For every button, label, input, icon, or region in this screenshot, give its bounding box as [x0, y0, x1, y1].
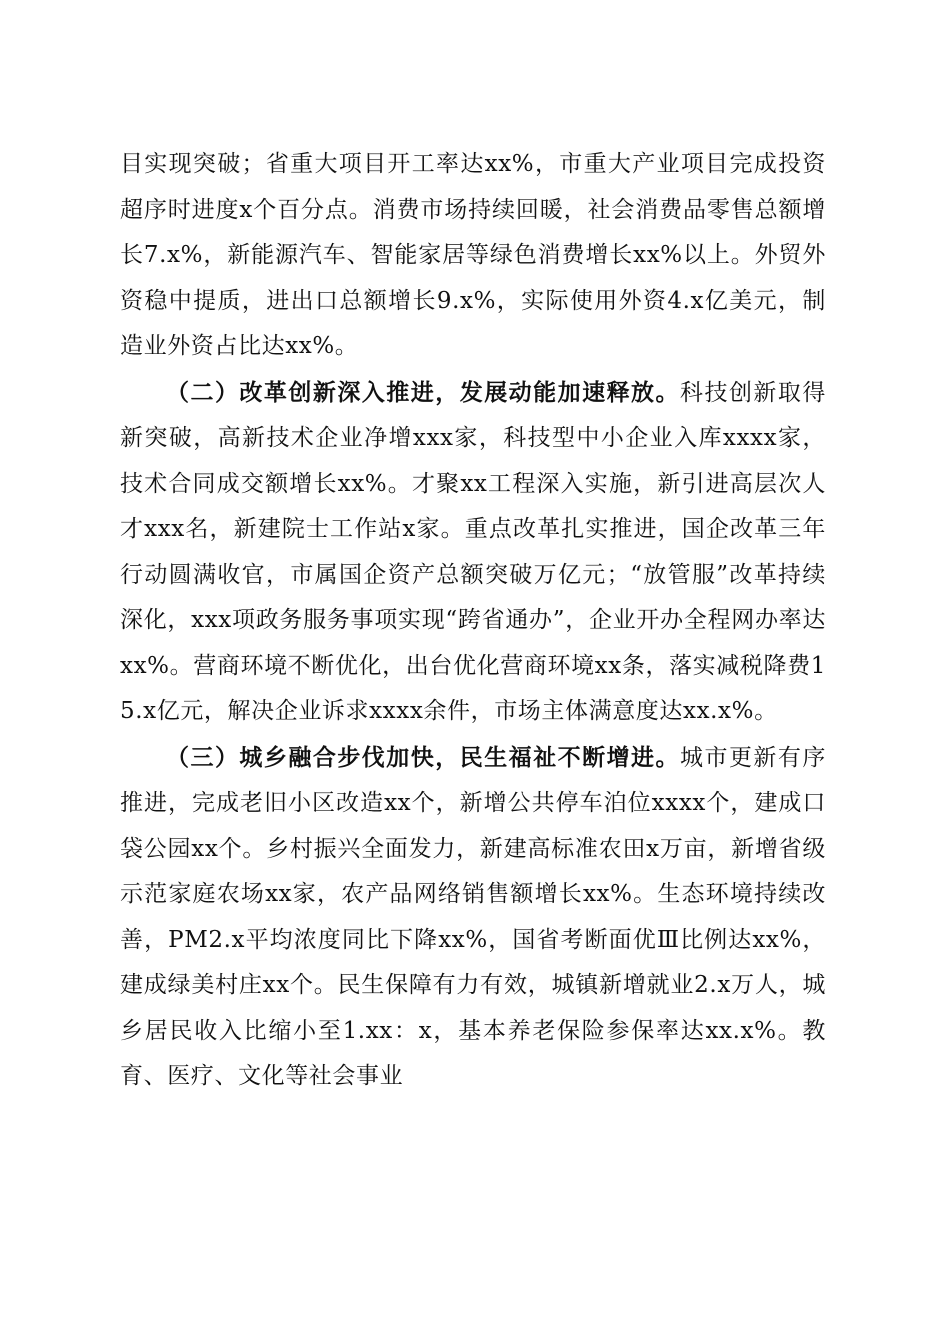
paragraph-text: 科技创新取得新突破，高新技术企业净增xxx家，科技型中小企业入库xxxx家，技术合同成交额增长xx%。才聚xx工程深入实施，新引进高层次人才xxx名，新建院士工作站x家。重点改革扎实推进，国企改革三年行动圆满收官，市属国企资产总额突破万亿元；“放管服”改革持续深化，xxx项政务服务事项实现“跨省通办”，企业开办全程网办率达xx%。营商环境不断优化，出台优化营商环境xx条，落实减税降费15.x亿元，解决企业诉求xxxx余件，市场主体满意度达xx.x%。 — [120, 379, 826, 724]
paragraph-continuation — [120, 142, 826, 370]
paragraph-heading: （二）改革创新深入推进，发展动能加速释放。 — [166, 378, 680, 406]
paragraph-text: 目实现突破；省重大项目开工率达xx%，市重大产业项目完成投资超序时进度x个百分点。消费市场持续回暖，社会消费品零售总额增长7.x%，新能源汽车、智能家居等绿色消费增长xx%以上。外贸外资稳中提质，进出口总额增长9.x%，实际使用外资4.x亿美元，制造业外资占比达xx%。 — [120, 151, 826, 359]
paragraph-text: 城市更新有序推进，完成老旧小区改造xx个，新增公共停车泊位xxxx个，建成口袋公园xx个。乡村振兴全面发力，新建高标准农田x万亩，新增省级示范家庭农场xx家，农产品网络销售额增长xx%。生态环境持续改善，PM2.x平均浓度同比下降xx%，国省考断面优Ⅲ比例达xx%，建成绿美村庄xx个。民生保障有力有效，城镇新增就业2.x万人，城乡居民收入比缩小至1.xx：x，基本养老保险参保率达xx.x%。教育、医疗、文化等社会事业 — [120, 744, 826, 1089]
paragraph-urban-rural — [120, 735, 826, 1100]
document-body — [120, 142, 826, 1100]
paragraph-heading: （三）城乡融合步伐加快，民生福祉不断增进。 — [166, 743, 680, 771]
paragraph-reform-innovation — [120, 370, 826, 735]
